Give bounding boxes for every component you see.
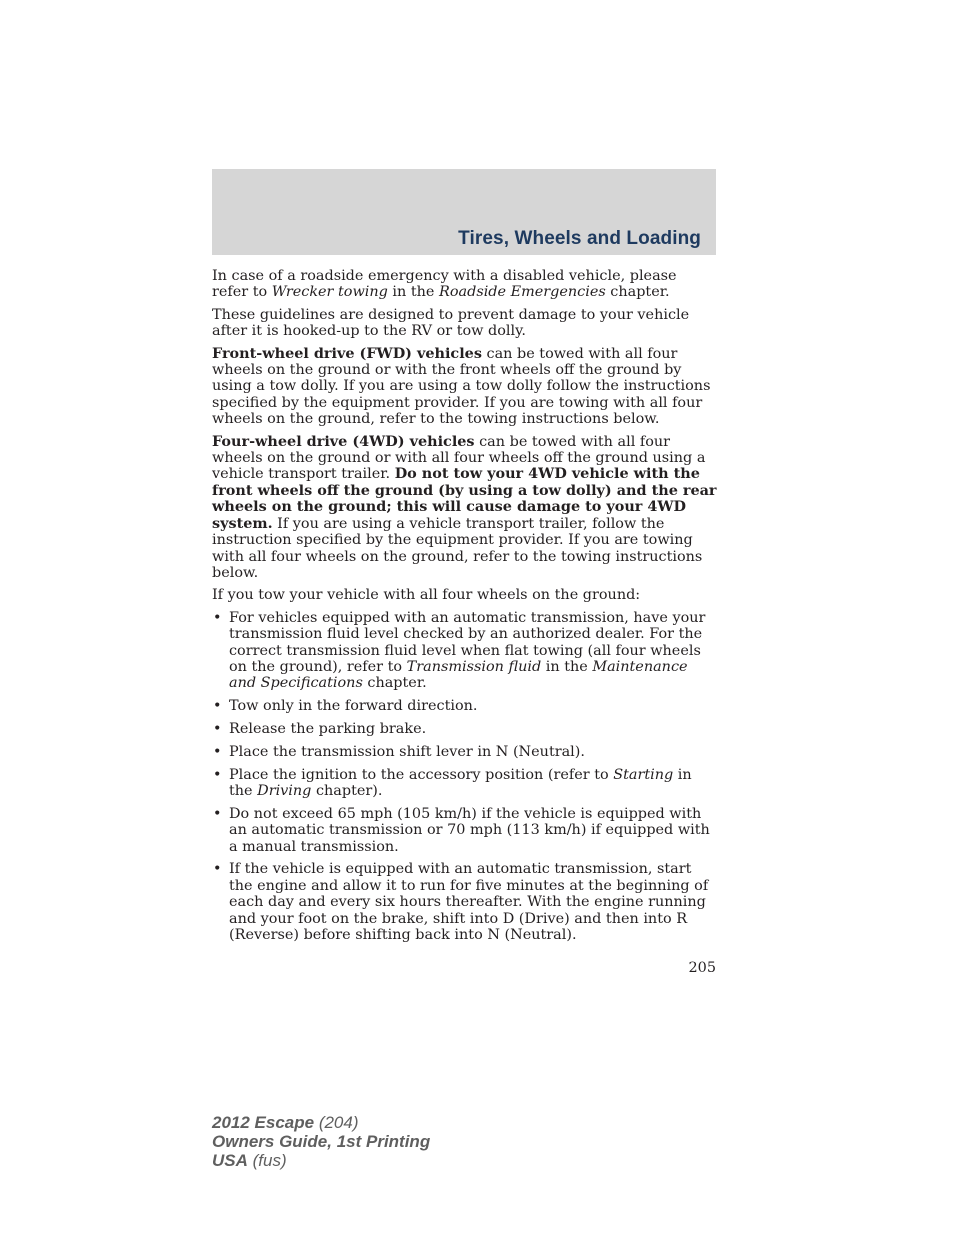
section-title: Tires, Wheels and Loading [458, 228, 701, 249]
footer-line-market [212, 1151, 430, 1170]
paragraph-4wd [212, 434, 717, 582]
reference-driving: Driving [257, 782, 312, 799]
text-run: in the [541, 658, 593, 675]
text-run: chapter). [311, 782, 383, 799]
paragraph-intro [212, 268, 717, 301]
reference-transmission-fluid: Transmission fluid [406, 658, 542, 675]
reference-roadside-emergencies: Roadside Emergencies [439, 284, 606, 301]
text-run: Do not exceed 65 mph (105 km/h) if the vehicle is equipped with an automatic transmission or 70 mph (113 km/h) if equipped with a manual transmission. [229, 805, 710, 855]
document-footer [212, 1113, 430, 1170]
bullet-icon: • [213, 609, 222, 626]
list-item [212, 744, 717, 760]
list-item [212, 610, 717, 692]
term-4wd-vehicles: Four-wheel drive (4WD) vehicles [212, 432, 475, 450]
bullet-icon: • [213, 766, 222, 783]
reference-wrecker-towing: Wrecker towing [271, 284, 388, 301]
text-run: can be towed with all four wheels on the ground or with all four wheels off the ground using a vehicle transport trailer. [212, 433, 706, 483]
footer-market: USA [212, 1151, 248, 1170]
text-run: Release the parking brake. [229, 720, 427, 737]
reference-starting: Starting [613, 766, 674, 783]
text-run: These guidelines are designed to prevent damage to your vehicle after it is hooked-up to the RV or tow dolly. [212, 306, 690, 340]
section-header-band [212, 169, 716, 255]
paragraph-guidelines [212, 307, 717, 340]
footer-market-code: (fus) [247, 1151, 287, 1170]
warning-4wd: Do not tow your 4WD vehicle with the front wheels off the ground (by using a tow dolly) and the rear wheels on the ground; this will cause damage to your 4WD system. [212, 465, 717, 532]
text-run: can be towed with all four wheels on the ground or with the front wheels off the ground by using a tow dolly. If you are using a tow dolly follow the instructions specified by the equipment provider. If you are towing with all four wheels on the ground, refer to the towing instructions below. [212, 345, 711, 428]
footer-model: 2012 Escape [212, 1113, 315, 1132]
list-item [212, 861, 717, 943]
paragraph-tow-intro [212, 587, 717, 603]
text-run: in the [387, 284, 440, 301]
footer-line-model [212, 1113, 430, 1132]
bullet-icon: • [213, 698, 222, 715]
text-run: in the [229, 766, 692, 799]
list-item [212, 806, 717, 855]
bullet-icon: • [213, 805, 222, 822]
list-item [212, 698, 717, 714]
text-run: chapter. [605, 284, 670, 301]
list-item [212, 721, 717, 737]
towing-instructions-list [212, 610, 717, 944]
footer-line-edition [212, 1132, 430, 1151]
reference-maintenance-specifications: Maintenance and Specifications [229, 658, 688, 692]
text-run: chapter. [362, 675, 427, 692]
text-run: If the vehicle is equipped with an automatic transmission, start the engine and allow it to run for five minutes at the beginning of each day and every six hours thereafter. With the engine running and your foot on the brake, shift into D (Drive) and then into R (Reverse) before shifting back into N (Neutral). [229, 861, 709, 943]
text-run: If you tow your vehicle with all four wheels on the ground: [212, 587, 641, 604]
text-run: If you are using a vehicle transport trailer, follow the instruction specified by the equipment provider. If you are towing with all four wheels on the ground, refer to the towing instructions below. [212, 515, 703, 581]
list-item [212, 767, 717, 800]
text-run: For vehicles equipped with an automatic transmission, have your transmission fluid level checked by an authorized dealer. For the correct transmission fluid level when flat towing (all four wheels on the ground), refer to [229, 609, 706, 675]
footer-edition: Owners Guide, 1st Printing [212, 1132, 431, 1151]
text-run: Tow only in the forward direction. [229, 698, 478, 715]
term-fwd-vehicles: Front-wheel drive (FWD) vehicles [212, 344, 482, 362]
footer-model-code: (204) [314, 1113, 359, 1132]
bullet-icon: • [213, 743, 222, 760]
page-body [212, 268, 717, 950]
bullet-icon: • [213, 720, 222, 737]
text-run: Place the transmission shift lever in N (Neutral). [229, 743, 585, 760]
text-run: Place the ignition to the accessory position (refer to [229, 766, 614, 783]
text-run: In case of a roadside emergency with a disabled vehicle, please refer to [212, 268, 677, 301]
page-number: 205 [688, 960, 716, 976]
bullet-icon: • [213, 861, 222, 878]
paragraph-fwd [212, 346, 717, 428]
